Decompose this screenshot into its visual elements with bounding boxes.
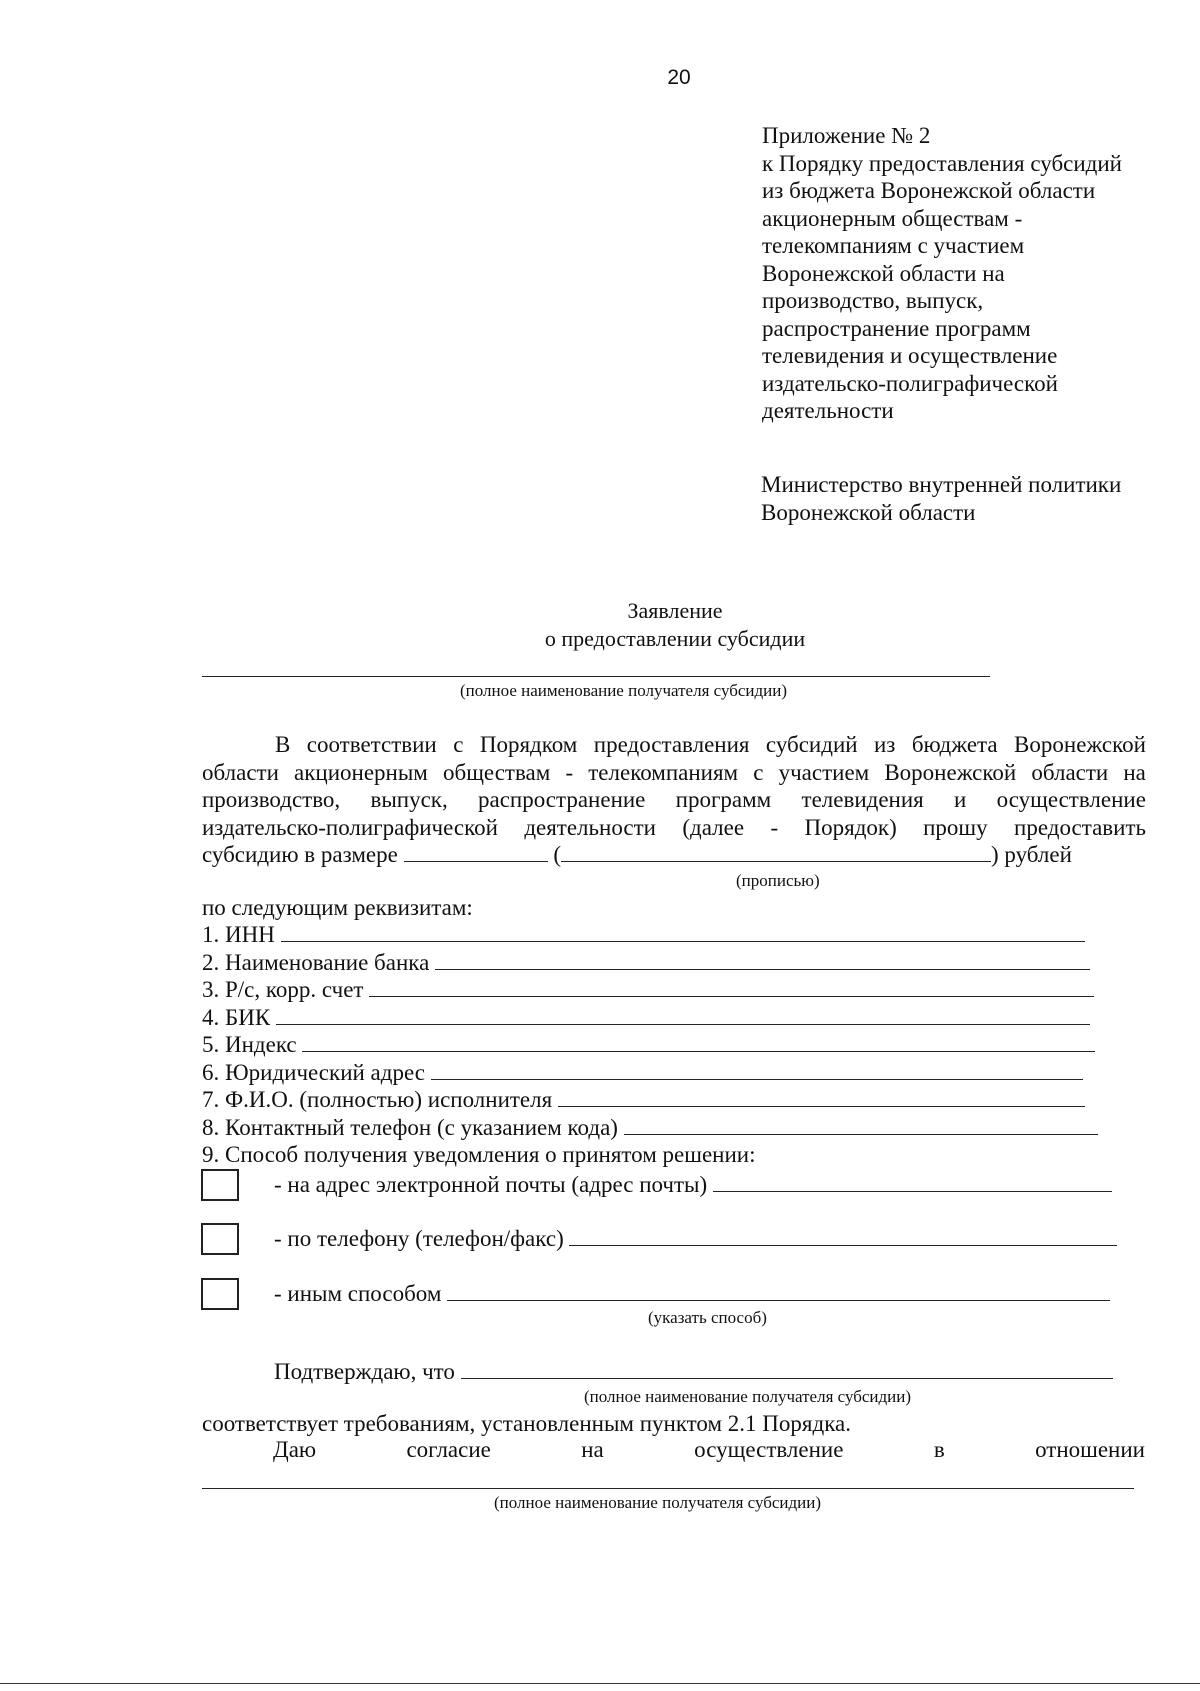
appendix-line: телекомпаниям с участием	[762, 233, 1025, 258]
requisite-label: 9. Способ получения уведомления о принятом решении:	[202, 1142, 756, 1167]
intro-word: Воронежской	[884, 759, 1017, 785]
notification-label: - иным способом	[274, 1281, 442, 1306]
appendix-line: издательско-полиграфической	[762, 370, 1058, 396]
intro-word: предоставления	[593, 732, 750, 757]
final-caption: (полное наименование получателя субсидии)	[494, 1493, 822, 1512]
appendix-line: акционерным обществам -	[762, 205, 1023, 231]
intro-word: В	[275, 732, 291, 757]
intro-word: телевидения	[801, 787, 924, 812]
requisite-item	[202, 1114, 1098, 1141]
title-line-1: Заявление	[627, 598, 723, 623]
intro-word: издательско-полиграфической	[202, 814, 498, 840]
intro-line-4	[202, 814, 1146, 842]
consent-word: в	[933, 1437, 945, 1462]
intro-word: субсидий	[765, 732, 858, 757]
page-number: 20	[667, 66, 691, 89]
requisite-field[interactable]	[276, 1004, 1090, 1025]
intro-word: телекомпаниям	[588, 759, 739, 785]
requisite-item	[202, 976, 1094, 1003]
intro-word: распространение	[478, 787, 646, 812]
intro-word: осуществление	[996, 787, 1146, 812]
addressee-line: Воронежской области	[761, 500, 976, 525]
requisite-item	[202, 1031, 1095, 1058]
intro-line-3	[202, 786, 1146, 814]
intro-paragraph	[202, 731, 1146, 869]
intro-word: с	[453, 732, 464, 757]
requisite-field[interactable]	[369, 976, 1094, 997]
notification-checkbox[interactable]	[201, 1169, 239, 1201]
intro-word: и	[954, 787, 967, 812]
intro-word: области	[1031, 759, 1109, 785]
appendix-line: распространение программ	[762, 315, 1031, 341]
amount-digits-field[interactable]	[404, 841, 548, 862]
consent-name-line[interactable]	[202, 1488, 1134, 1489]
appendix-line: Приложение № 2	[762, 123, 931, 148]
recipient-caption: (полное наименование получателя субсидии)	[460, 681, 788, 700]
appendix-header	[762, 122, 1122, 425]
intro-word: обществам	[443, 759, 551, 785]
requisite-label: 3. Р/с, корр. счет	[202, 977, 364, 1002]
complies-line: соответствует требованиям, установленным пунктом 2.1 Порядка.	[202, 1411, 851, 1436]
intro-word: участием	[778, 759, 870, 785]
requisite-item	[202, 1004, 1090, 1031]
amount-prefix: субсидию в размере	[202, 842, 398, 867]
document-title	[0, 597, 1200, 653]
open-paren: (	[553, 842, 561, 867]
intro-word: (далее	[682, 814, 745, 840]
consent-word: Даю	[273, 1437, 317, 1462]
appendix-line: телевидения и осуществление	[762, 343, 1058, 368]
intro-word: из	[874, 732, 896, 757]
amount-words-field[interactable]	[561, 841, 991, 862]
title-line-2: о предоставлении субсидии	[544, 626, 806, 651]
requisite-field[interactable]	[558, 1086, 1085, 1107]
confirmation-line	[274, 1358, 1113, 1385]
appendix-line: к Порядку предоставления субсидий	[762, 150, 1122, 176]
appendix-line: из бюджета Воронежской области	[762, 178, 1096, 203]
intro-line-2	[202, 759, 1146, 787]
amount-line	[202, 841, 1146, 869]
intro-word: бюджета	[911, 732, 998, 757]
requisite-label: 7. Ф.И.О. (полностью) исполнителя	[202, 1087, 553, 1112]
intro-word: акционерным	[294, 759, 428, 785]
appendix-line: деятельности	[762, 398, 894, 423]
notification-option	[274, 1225, 1117, 1252]
intro-word: прошу	[923, 814, 988, 840]
requisite-label: 4. БИК	[202, 1004, 271, 1030]
requisite-field[interactable]	[281, 921, 1085, 942]
consent-word: отношении	[1035, 1437, 1145, 1462]
notification-checkbox[interactable]	[201, 1278, 239, 1310]
method-caption: (указать способ)	[648, 1308, 767, 1327]
appendix-line: Воронежской области на	[762, 260, 1005, 286]
intro-word: Порядком	[479, 732, 578, 757]
requisite-label: 8. Контактный телефон (с указанием кода)	[202, 1114, 618, 1140]
consent-word: согласие	[406, 1437, 491, 1462]
consent-line	[273, 1436, 1145, 1463]
intro-word: области	[202, 759, 279, 785]
intro-word: Порядок)	[804, 814, 897, 840]
confirmation-prefix: Подтверждаю, что	[274, 1359, 455, 1384]
requisite-label: 2. Наименование банка	[202, 949, 430, 975]
notification-field[interactable]	[713, 1171, 1112, 1192]
requisite-item	[202, 921, 1085, 948]
requisite-field[interactable]	[435, 949, 1090, 970]
consent-word: осуществление	[694, 1437, 844, 1462]
intro-word: -	[770, 814, 779, 840]
requisite-item	[202, 1141, 755, 1168]
consent-word: на	[581, 1437, 604, 1462]
intro-word: на	[1123, 759, 1146, 785]
requisite-label: 1. ИНН	[202, 922, 275, 947]
intro-word: выпуск,	[370, 787, 448, 812]
addressee-line: Министерство внутренней политики	[761, 472, 1122, 497]
notification-option	[274, 1171, 1112, 1198]
notification-option	[274, 1280, 1110, 1307]
requisites-heading: по следующим реквизитам:	[202, 895, 473, 920]
intro-word: с	[753, 759, 764, 785]
intro-word: соответствии	[306, 732, 437, 757]
requisite-item	[202, 1086, 1085, 1113]
addressee-block	[761, 471, 1121, 527]
intro-line-1	[202, 731, 1146, 759]
confirmation-name-field[interactable]	[461, 1358, 1113, 1379]
appendix-line: производство, выпуск,	[762, 288, 984, 313]
notification-checkbox[interactable]	[201, 1223, 239, 1255]
requisite-label: 5. Индекс	[202, 1032, 297, 1057]
requisite-item	[202, 1059, 1083, 1086]
recipient-name-line[interactable]	[202, 676, 990, 677]
requisite-field[interactable]	[431, 1059, 1083, 1080]
requisite-label: 6. Юридический адрес	[202, 1059, 425, 1085]
confirmation-caption: (полное наименование получателя субсидии)	[584, 1387, 912, 1406]
requisite-item	[202, 949, 1090, 976]
intro-word: предоставить	[1014, 814, 1146, 840]
notification-label: - по телефону (телефон/факс)	[274, 1226, 564, 1251]
intro-word: производство,	[202, 787, 341, 812]
page-bottom-edge	[0, 1683, 1200, 1684]
intro-word: -	[565, 759, 574, 785]
intro-word: программ	[675, 787, 772, 812]
notification-field[interactable]	[569, 1225, 1117, 1246]
notification-label: - на адрес электронной почты (адрес почты)	[274, 1172, 708, 1197]
requisite-field[interactable]	[302, 1031, 1095, 1052]
requisite-field[interactable]	[624, 1114, 1098, 1135]
notification-field[interactable]	[447, 1280, 1110, 1301]
words-caption: (прописью)	[736, 871, 820, 890]
intro-word: деятельности	[524, 814, 656, 840]
close-paren: ) рублей	[991, 842, 1072, 867]
intro-word: Воронежской	[1014, 732, 1146, 757]
